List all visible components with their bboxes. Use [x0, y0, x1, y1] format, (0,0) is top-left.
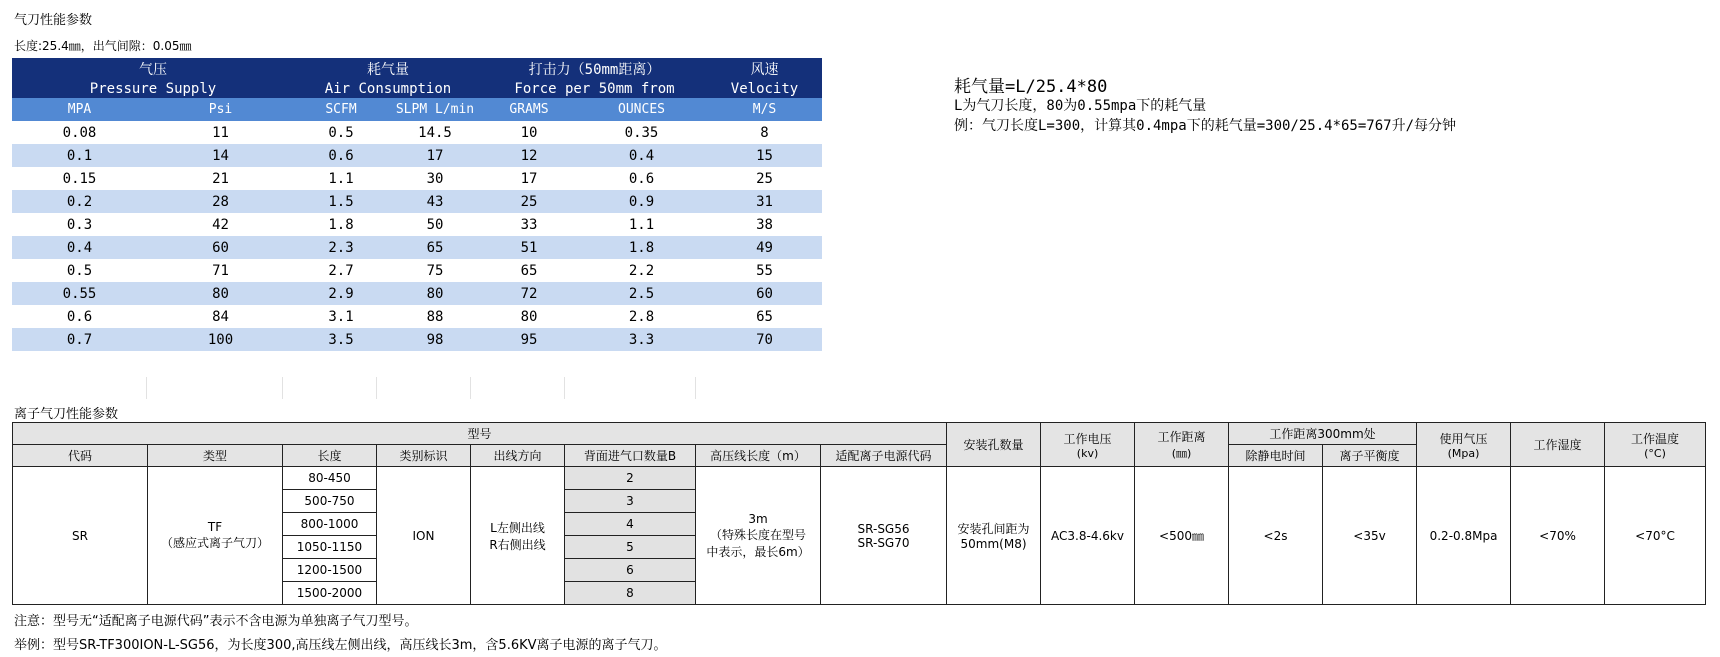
humidity-value: <70%: [1511, 467, 1605, 605]
cell-scfm: 2.9: [294, 282, 388, 305]
unit-ounces: OUNCES: [576, 98, 707, 121]
at300-header: 工作距离300mm处: [1229, 423, 1417, 445]
cell-scfm: 1.8: [328, 216, 354, 233]
temperature-header-l1: 工作温度: [1631, 431, 1680, 446]
mount-value-l1: 安装孔间距为: [957, 522, 1030, 536]
cell-slpm: 50: [426, 216, 444, 233]
grid-mark: [146, 377, 147, 399]
cell-ms: 70: [707, 328, 822, 351]
cell-ounces: 2.5: [576, 282, 707, 305]
ion-balance-value: <35v: [1323, 467, 1417, 605]
cell-mpa: 0.3: [66, 216, 93, 233]
cell-ounces: 1.1: [628, 216, 655, 233]
cell-ounces: 1.8: [576, 236, 707, 259]
mount-value-l2: 50mm(M8): [960, 537, 1027, 551]
mount-holes-value: [947, 467, 1041, 605]
cell-scfm: 3.1: [328, 308, 354, 325]
inlet-option: 6: [565, 559, 696, 582]
cell-slpm: 75: [426, 262, 444, 279]
inlet-count-header: 背面进气口数量B: [565, 445, 696, 467]
outlet-value-l1: L左侧出线: [490, 520, 545, 535]
cell-slpm: 43: [388, 190, 482, 213]
cell-scfm: 2.7: [328, 262, 354, 279]
cell-mpa: 0.55: [12, 282, 147, 305]
cell-slpm: 30: [426, 170, 444, 187]
hv-value-l2: （特殊长度在型号: [709, 527, 806, 542]
performance-table: [12, 58, 822, 351]
formula-line-1: L为气刀长度，80为0.55mpa下的耗气量: [954, 98, 1207, 114]
discharge-time-value: <2s: [1229, 467, 1323, 605]
cell-psi: 42: [212, 216, 229, 233]
category-value: ION: [377, 467, 471, 605]
distance-value: <500㎜: [1135, 467, 1229, 605]
cell-scfm: 0.6: [294, 144, 388, 167]
pressure-header: [1417, 423, 1511, 467]
cell-grams: 12: [482, 144, 576, 167]
cell-grams: 17: [520, 170, 538, 187]
cell-mpa: 0.7: [12, 328, 147, 351]
cell-mpa: 0.2: [12, 190, 147, 213]
ion-table: [12, 422, 1706, 605]
cell-ms: 49: [707, 236, 822, 259]
mount-holes-header: 安装孔数量: [947, 423, 1041, 467]
cell-ounces: 0.6: [628, 170, 655, 187]
cell-ounces: 2.2: [628, 262, 655, 279]
note-2: 举例：型号SR-TF300ION-L-SG56，为长度300,高压线左侧出线，高压线长3m，含5.6KV离子电源的离子气刀。: [14, 638, 667, 653]
cell-scfm: 3.5: [294, 328, 388, 351]
cell-slpm: 17: [388, 144, 482, 167]
spec-note: 长度:25.4㎜，出气间隙：0.05㎜: [14, 39, 192, 53]
cell-ms: 15: [707, 144, 822, 167]
cell-ms: 65: [756, 308, 773, 325]
power-value-l2: SR-SG70: [857, 535, 910, 550]
cell-ms: 38: [756, 216, 773, 233]
inlet-option: 8: [565, 582, 696, 605]
group-pressure-cn: 气压: [12, 58, 294, 79]
distance-header-l2: (㎜): [1171, 447, 1192, 460]
voltage-header: [1041, 423, 1135, 467]
cell-psi: 21: [212, 170, 229, 187]
cell-ms: 25: [756, 170, 773, 187]
cell-psi: 60: [147, 236, 294, 259]
cell-ounces: 2.8: [628, 308, 655, 325]
inlet-option: 2: [565, 467, 696, 490]
cell-scfm: 1.1: [328, 170, 354, 187]
formula-line-2: 例：气刀长度L=300，计算其0.4mpa下的耗气量=300/25.4*65=767升/每分钟: [954, 118, 1457, 134]
length-option: 1200-1500: [283, 559, 377, 582]
temperature-value: <70°C: [1605, 467, 1706, 605]
unit-scfm: SCFM: [294, 98, 388, 121]
hv-value-l3: 中表示，最长6m）: [706, 544, 810, 559]
group-velocity-cn: 风速: [707, 58, 822, 79]
unit-header: [12, 98, 822, 121]
inlet-option: 5: [565, 536, 696, 559]
voltage-header-l1: 工作电压: [1063, 431, 1112, 446]
group-header-en: [12, 79, 822, 98]
grid-mark: [695, 377, 696, 399]
code-header: 代码: [13, 445, 148, 467]
cell-mpa: 0.1: [12, 144, 147, 167]
hv-length-header: 高压线长度（m）: [696, 445, 821, 467]
group-header-cn: [12, 58, 822, 79]
unit-mpa: MPA: [12, 98, 147, 121]
cell-ounces: 0.9: [576, 190, 707, 213]
outlet-value-l2: R右侧出线: [489, 537, 546, 552]
power-value-l1: SR-SG56: [857, 521, 910, 536]
code-value: SR: [13, 467, 148, 605]
cell-mpa: 0.4: [12, 236, 147, 259]
group-force-cn: 打击力（50mm距离）: [482, 58, 707, 79]
group-force-en: Force per 50mm from: [482, 79, 707, 98]
humidity-header: 工作湿度: [1511, 423, 1605, 467]
ion-title: 离子气刀性能参数: [14, 407, 119, 422]
model-header: 型号: [13, 423, 947, 445]
table-row: [12, 305, 822, 328]
cell-psi: 100: [147, 328, 294, 351]
table-row: [12, 167, 822, 190]
unit-slpm: SLPM L/min: [388, 98, 482, 121]
cell-ms: 60: [707, 282, 822, 305]
table-row: [12, 259, 822, 282]
group-consumption-cn: 耗气量: [294, 58, 482, 79]
length-option: 1500-2000: [283, 582, 377, 605]
power-code-header: 适配离子电源代码: [821, 445, 947, 467]
formula-title: 耗气量=L/25.4*80: [954, 77, 1108, 97]
length-header: 长度: [283, 445, 377, 467]
cell-ounces: 0.35: [624, 124, 659, 141]
table-row: [12, 190, 822, 213]
note-1: 注意：型号无“适配离子电源代码”表示不含电源为单独离子气刀型号。: [14, 614, 418, 629]
cell-psi: 71: [212, 262, 229, 279]
cell-grams: 95: [482, 328, 576, 351]
length-option: 80-450: [283, 467, 377, 490]
cell-slpm: 14.5: [418, 124, 452, 141]
cell-psi: 11: [212, 124, 229, 141]
inlet-option: 4: [565, 513, 696, 536]
performance-title: 气刀性能参数: [14, 13, 93, 28]
table-row: [12, 328, 822, 351]
category-header: 类别标识: [377, 445, 471, 467]
hv-length-value: [696, 467, 821, 605]
cell-scfm: 1.5: [294, 190, 388, 213]
cell-ounces: 3.3: [576, 328, 707, 351]
unit-psi: Psi: [147, 98, 294, 121]
unit-ms: M/S: [707, 98, 822, 121]
distance-header-l1: 工作距离: [1157, 430, 1206, 444]
unit-grams: GRAMS: [482, 98, 576, 121]
outlet-header: 出线方向: [471, 445, 565, 467]
cell-mpa: 0.5: [66, 262, 93, 279]
group-velocity-en: Velocity: [707, 79, 822, 98]
table-row: [12, 282, 822, 305]
table-row: [12, 144, 822, 167]
cell-psi: 14: [147, 144, 294, 167]
pressure-header-l2: (Mpa): [1447, 446, 1480, 460]
pressure-header-l1: 使用气压: [1439, 431, 1488, 446]
cell-slpm: 88: [426, 308, 444, 325]
cell-grams: 25: [482, 190, 576, 213]
group-pressure-en: Pressure Supply: [12, 79, 294, 98]
cell-slpm: 98: [388, 328, 482, 351]
inlet-option: 3: [565, 490, 696, 513]
length-option: 1050-1150: [283, 536, 377, 559]
cell-scfm: 2.3: [294, 236, 388, 259]
ion-balance-header: 离子平衡度: [1323, 445, 1417, 467]
cell-ounces: 0.4: [576, 144, 707, 167]
cell-grams: 72: [482, 282, 576, 305]
table-row: [12, 121, 822, 144]
type-header: 类型: [148, 445, 283, 467]
length-option: 500-750: [283, 490, 377, 513]
cell-grams: 33: [520, 216, 538, 233]
temperature-header-l2: (°C): [1644, 446, 1666, 460]
type-value-l1: TF: [207, 520, 223, 534]
outlet-value: [471, 467, 565, 605]
cell-psi: 84: [212, 308, 229, 325]
cell-grams: 80: [520, 308, 538, 325]
table-row: [12, 213, 822, 236]
cell-ms: 8: [760, 124, 769, 141]
hv-value-l1: 3m: [748, 511, 768, 526]
temperature-header: [1605, 423, 1706, 467]
grid-mark: [282, 377, 283, 399]
cell-grams: 10: [520, 124, 538, 141]
cell-ms: 55: [756, 262, 773, 279]
discharge-time-header: 除静电时间: [1229, 445, 1323, 467]
type-value-l2: （感应式离子气刀）: [160, 536, 269, 550]
grid-mark: [564, 377, 565, 399]
cell-psi: 80: [147, 282, 294, 305]
cell-psi: 28: [147, 190, 294, 213]
cell-grams: 51: [482, 236, 576, 259]
cell-slpm: 65: [388, 236, 482, 259]
cell-mpa: 0.15: [62, 170, 97, 187]
cell-grams: 65: [520, 262, 538, 279]
group-consumption-en: Air Consumption: [294, 79, 482, 98]
length-option: 800-1000: [283, 513, 377, 536]
distance-header: [1135, 423, 1229, 467]
table-row: [12, 236, 822, 259]
voltage-value: AC3.8-4.6kv: [1041, 467, 1135, 605]
cell-mpa: 0.08: [62, 124, 97, 141]
grid-mark: [376, 377, 377, 399]
type-value: [148, 467, 283, 605]
pressure-value: 0.2-0.8Mpa: [1417, 467, 1511, 605]
voltage-header-l2: (kv): [1076, 446, 1099, 460]
grid-mark: [470, 377, 471, 399]
cell-ms: 31: [707, 190, 822, 213]
power-code-value: [821, 467, 947, 605]
cell-slpm: 80: [388, 282, 482, 305]
cell-scfm: 0.5: [328, 124, 354, 141]
cell-mpa: 0.6: [66, 308, 93, 325]
